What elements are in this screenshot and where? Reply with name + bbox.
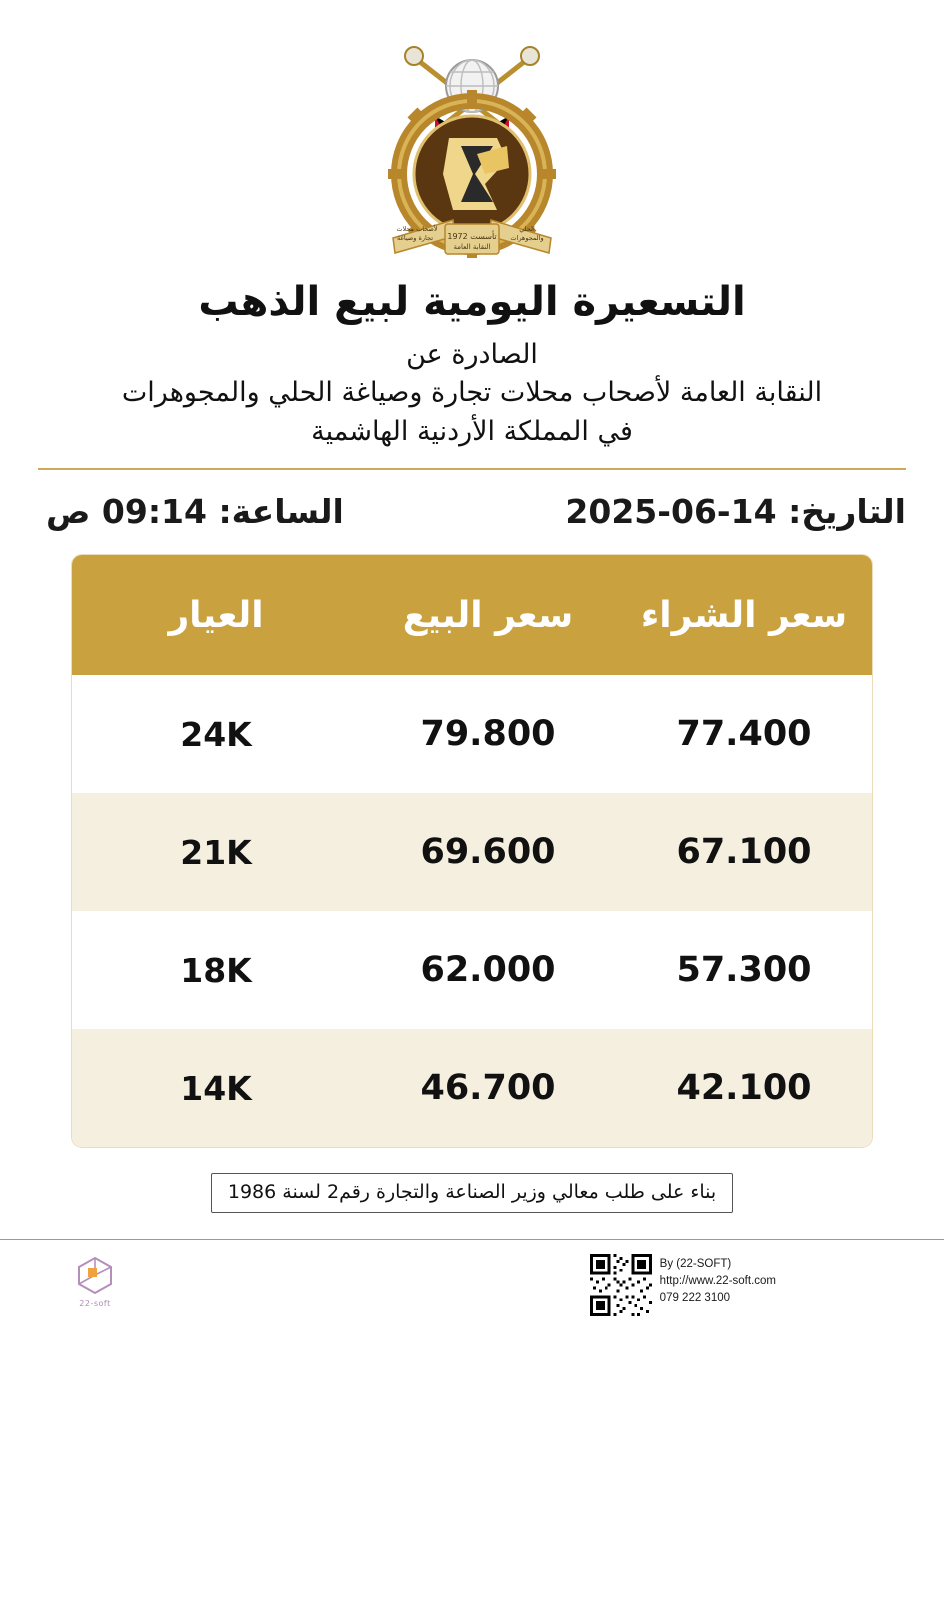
time-label: الساعة: bbox=[218, 492, 344, 532]
footer bbox=[38, 1254, 906, 1316]
header-sell-price: سعر البيع bbox=[402, 594, 574, 636]
qr-contact-block bbox=[590, 1254, 776, 1316]
brand-logo bbox=[60, 1254, 130, 1308]
svg-text:تأسست 1972: تأسست 1972 bbox=[447, 232, 497, 241]
svg-text:والمجوهرات: والمجوهرات bbox=[510, 234, 544, 242]
cell-karat: 21K bbox=[180, 832, 252, 872]
table-row bbox=[72, 911, 872, 1029]
page-title: التسعيرة اليومية لبيع الذهب bbox=[198, 279, 746, 325]
brand-mark-label: 22-soft bbox=[79, 1299, 111, 1309]
svg-text:الحلي: الحلي bbox=[519, 225, 535, 233]
time-value: 09:14 ص bbox=[46, 492, 207, 532]
cell-buy-price: 42.100 bbox=[676, 1068, 812, 1109]
authority-name: النقابة العامة لأصحاب محلات تجارة وصياغة الحلي والمجوهرات bbox=[121, 377, 823, 409]
header-karat: العيار bbox=[168, 594, 264, 636]
syndicate-emblem-icon bbox=[357, 34, 587, 269]
table-row bbox=[72, 675, 872, 793]
header-divider bbox=[38, 468, 906, 470]
table-row bbox=[72, 793, 872, 911]
cell-buy-price: 67.100 bbox=[676, 832, 812, 873]
qr-code bbox=[590, 1254, 652, 1316]
cell-sell-price: 69.600 bbox=[420, 832, 556, 873]
date-label: التاريخ: bbox=[788, 492, 906, 532]
svg-text:لأصحاب محلات: لأصحاب محلات bbox=[396, 225, 438, 233]
footer-divider bbox=[0, 1239, 944, 1240]
cell-sell-price: 46.700 bbox=[420, 1068, 556, 1109]
cell-karat: 14K bbox=[180, 1068, 252, 1108]
svg-text:تجارة وصياغة: تجارة وصياغة bbox=[396, 234, 434, 242]
cell-sell-price: 62.000 bbox=[420, 950, 556, 991]
cell-buy-price: 77.400 bbox=[676, 714, 812, 755]
phone-number: 079 222 3100 bbox=[659, 1291, 731, 1304]
cell-sell-price: 79.800 bbox=[420, 714, 556, 755]
date-block bbox=[565, 492, 906, 531]
date-value: 14-06-2025 bbox=[565, 492, 777, 532]
country-name: في المملكة الأردنية الهاشمية bbox=[311, 415, 633, 447]
gold-price-table bbox=[72, 555, 872, 1147]
header-buy-price: سعر الشراء bbox=[640, 594, 848, 636]
table-row bbox=[72, 1029, 872, 1147]
issued-by-label: الصادرة عن bbox=[406, 339, 538, 370]
cube-logo-icon bbox=[74, 1254, 116, 1296]
time-block bbox=[38, 492, 344, 531]
datetime-bar bbox=[38, 492, 906, 531]
website-url: http://www.22-soft.com bbox=[659, 1274, 776, 1287]
cell-karat: 24K bbox=[180, 714, 252, 754]
legal-footnote: بناء على طلب معالي وزير الصناعة والتجارة رقم2 لسنة 1986 bbox=[211, 1173, 733, 1213]
cell-buy-price: 57.300 bbox=[676, 950, 812, 991]
by-line: By (22-SOFT) bbox=[659, 1258, 732, 1271]
table-header-row bbox=[72, 555, 872, 675]
contact-info bbox=[660, 1254, 776, 1306]
svg-text:النقابة العامة: النقابة العامة bbox=[453, 243, 491, 251]
cell-karat: 18K bbox=[180, 950, 252, 990]
